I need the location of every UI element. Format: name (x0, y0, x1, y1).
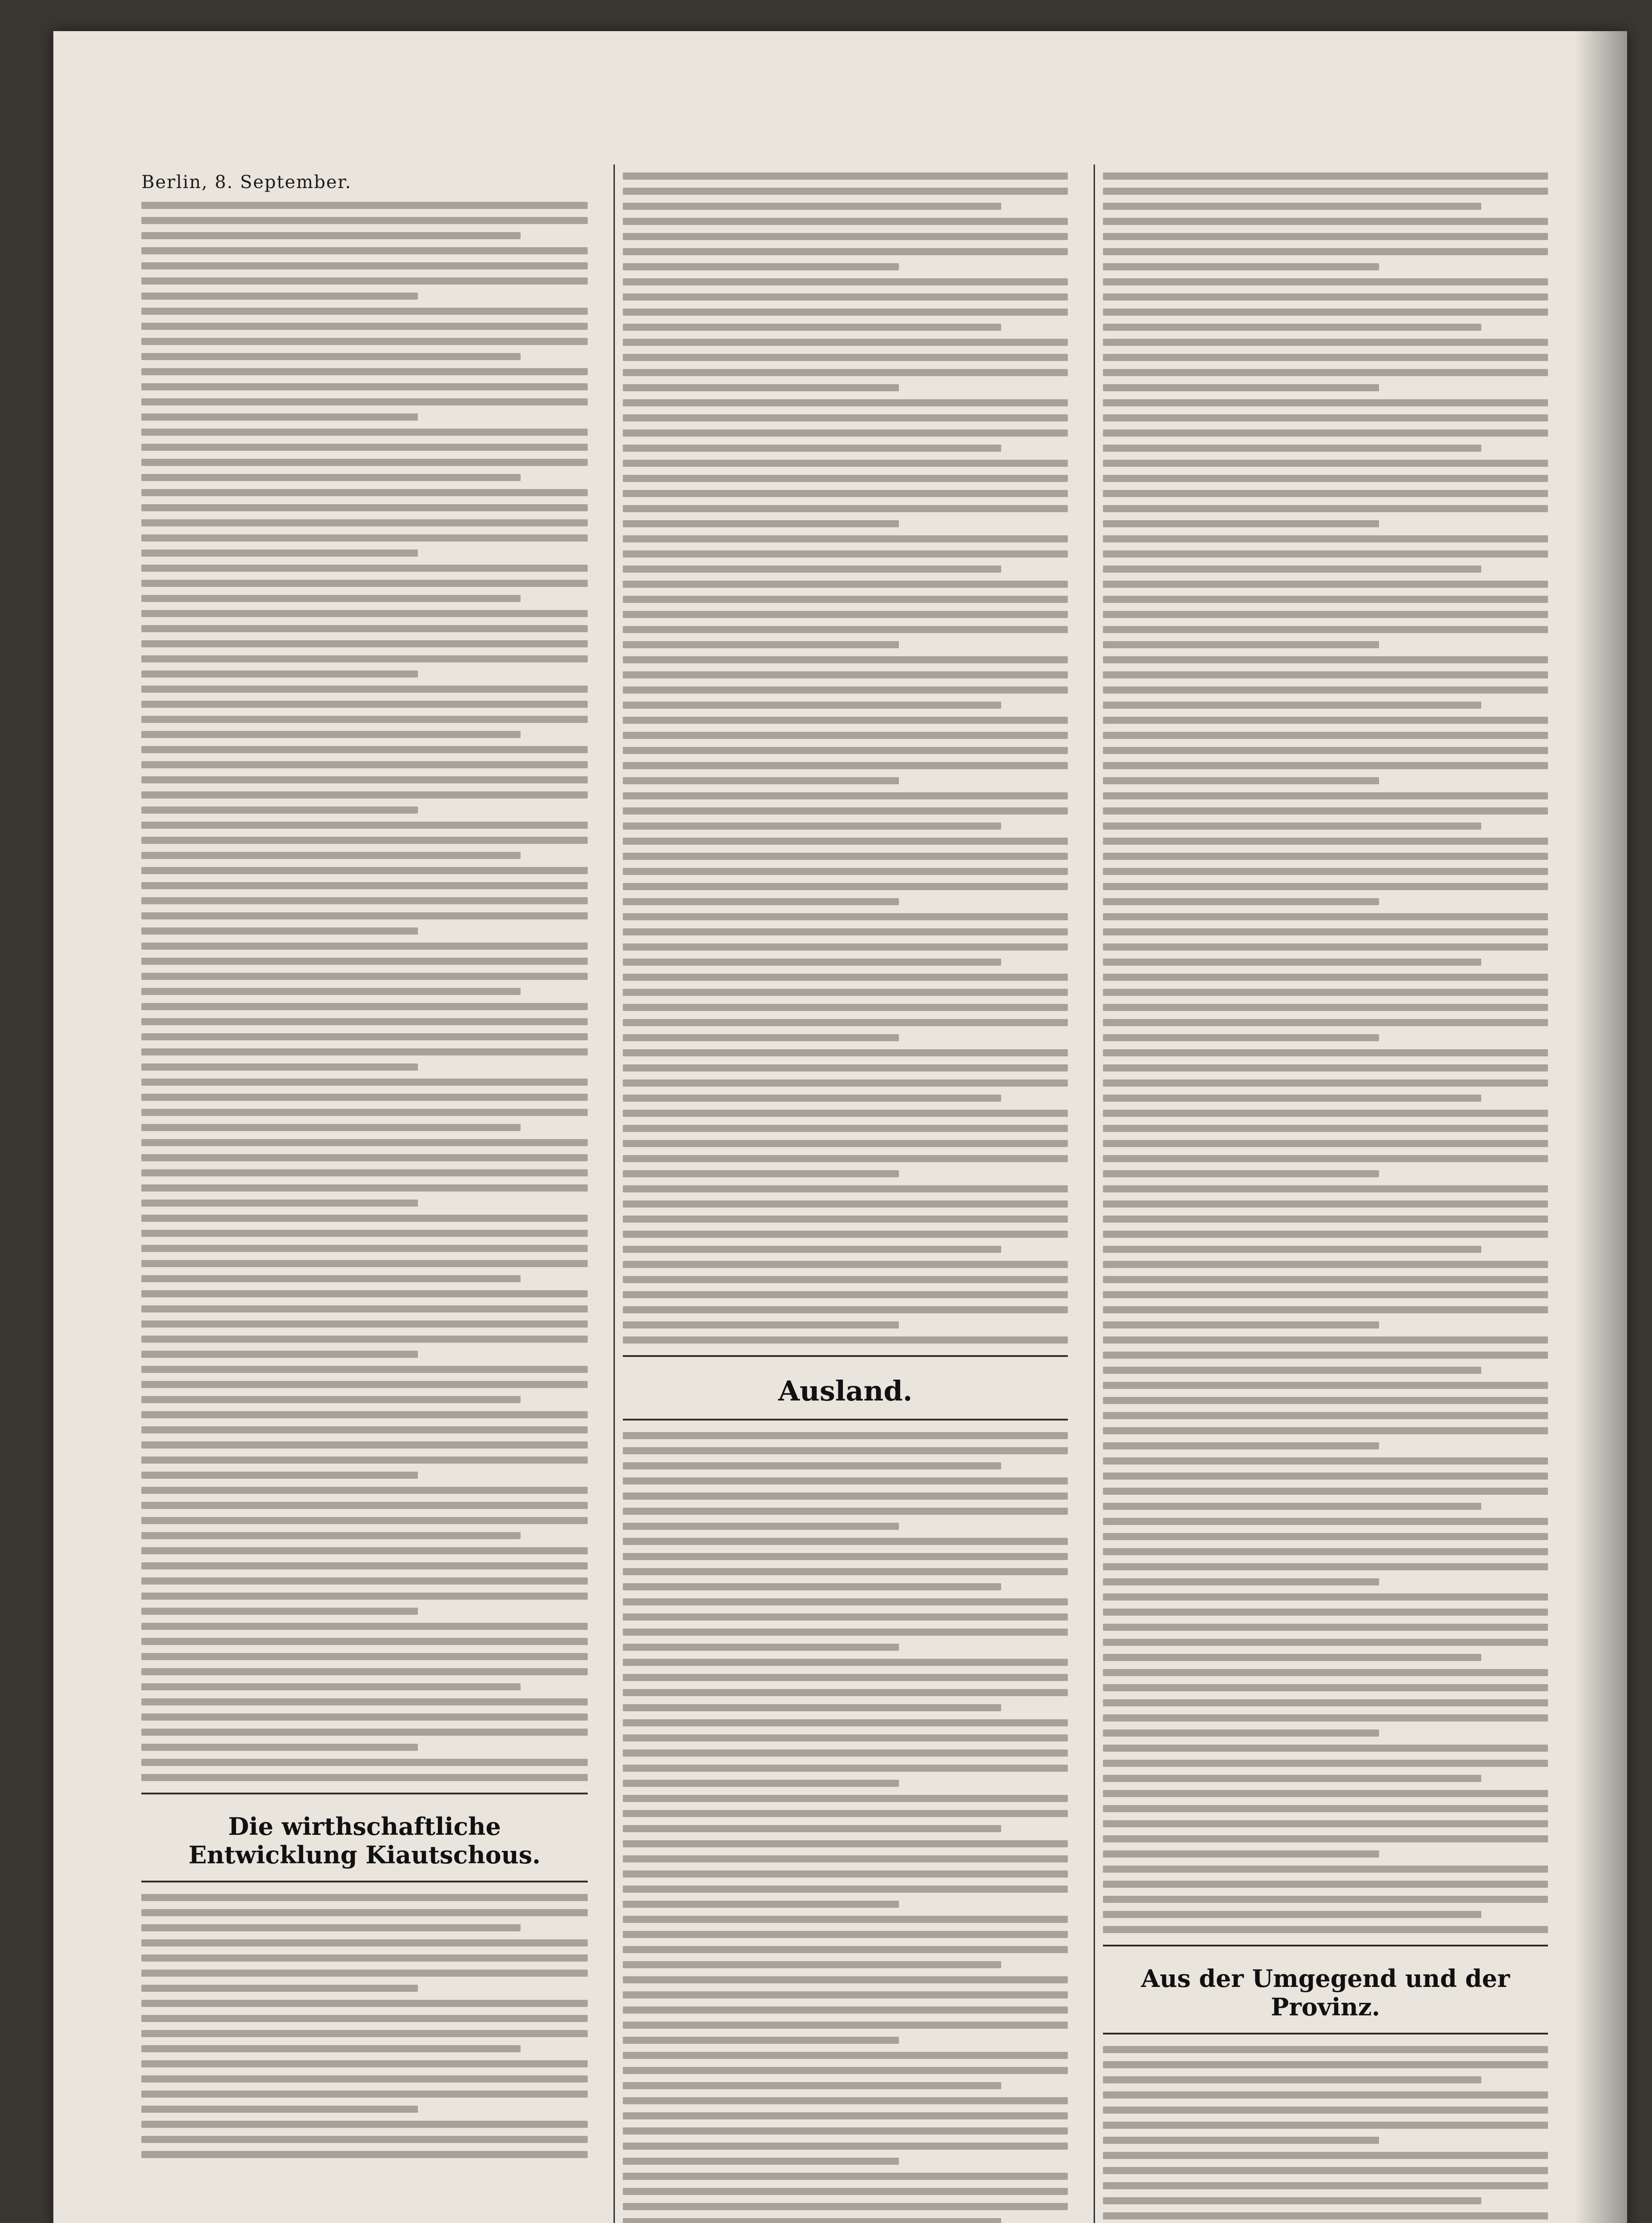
newspaper-page (53, 31, 1627, 2223)
column-1 (133, 165, 596, 2223)
column-1-rule-2 (141, 1881, 588, 1882)
column-1-section-heading: Die wirthschaftliche Entwicklung Kiautschous. (188, 1812, 541, 1869)
column-2-body-upper (623, 173, 1068, 1344)
column-3-body-upper (1103, 173, 1548, 1933)
page-edge-shadow (1574, 31, 1627, 2223)
column-1-opening: Berlin, 8. September. (141, 172, 352, 193)
column-3 (1094, 165, 1556, 2223)
column-3-section-heading: Aus der Umgegend und der Provinz. (1141, 1964, 1510, 2021)
column-2-body-lower (623, 1432, 1068, 2223)
column-2 (613, 165, 1076, 2223)
column-1-body-lower (141, 1894, 588, 2158)
column-1-body-upper (141, 202, 588, 1781)
column-3-rule-2 (1103, 2033, 1548, 2034)
column-3-body-lower (1103, 2046, 1548, 2223)
column-2-rule-2 (623, 1419, 1068, 1420)
column-2-rule (623, 1355, 1068, 1357)
column-2-section-heading: Ausland. (778, 1375, 913, 1407)
column-1-rule (141, 1793, 588, 1794)
text-columns (133, 165, 1556, 2223)
column-3-rule (1103, 1945, 1548, 1946)
